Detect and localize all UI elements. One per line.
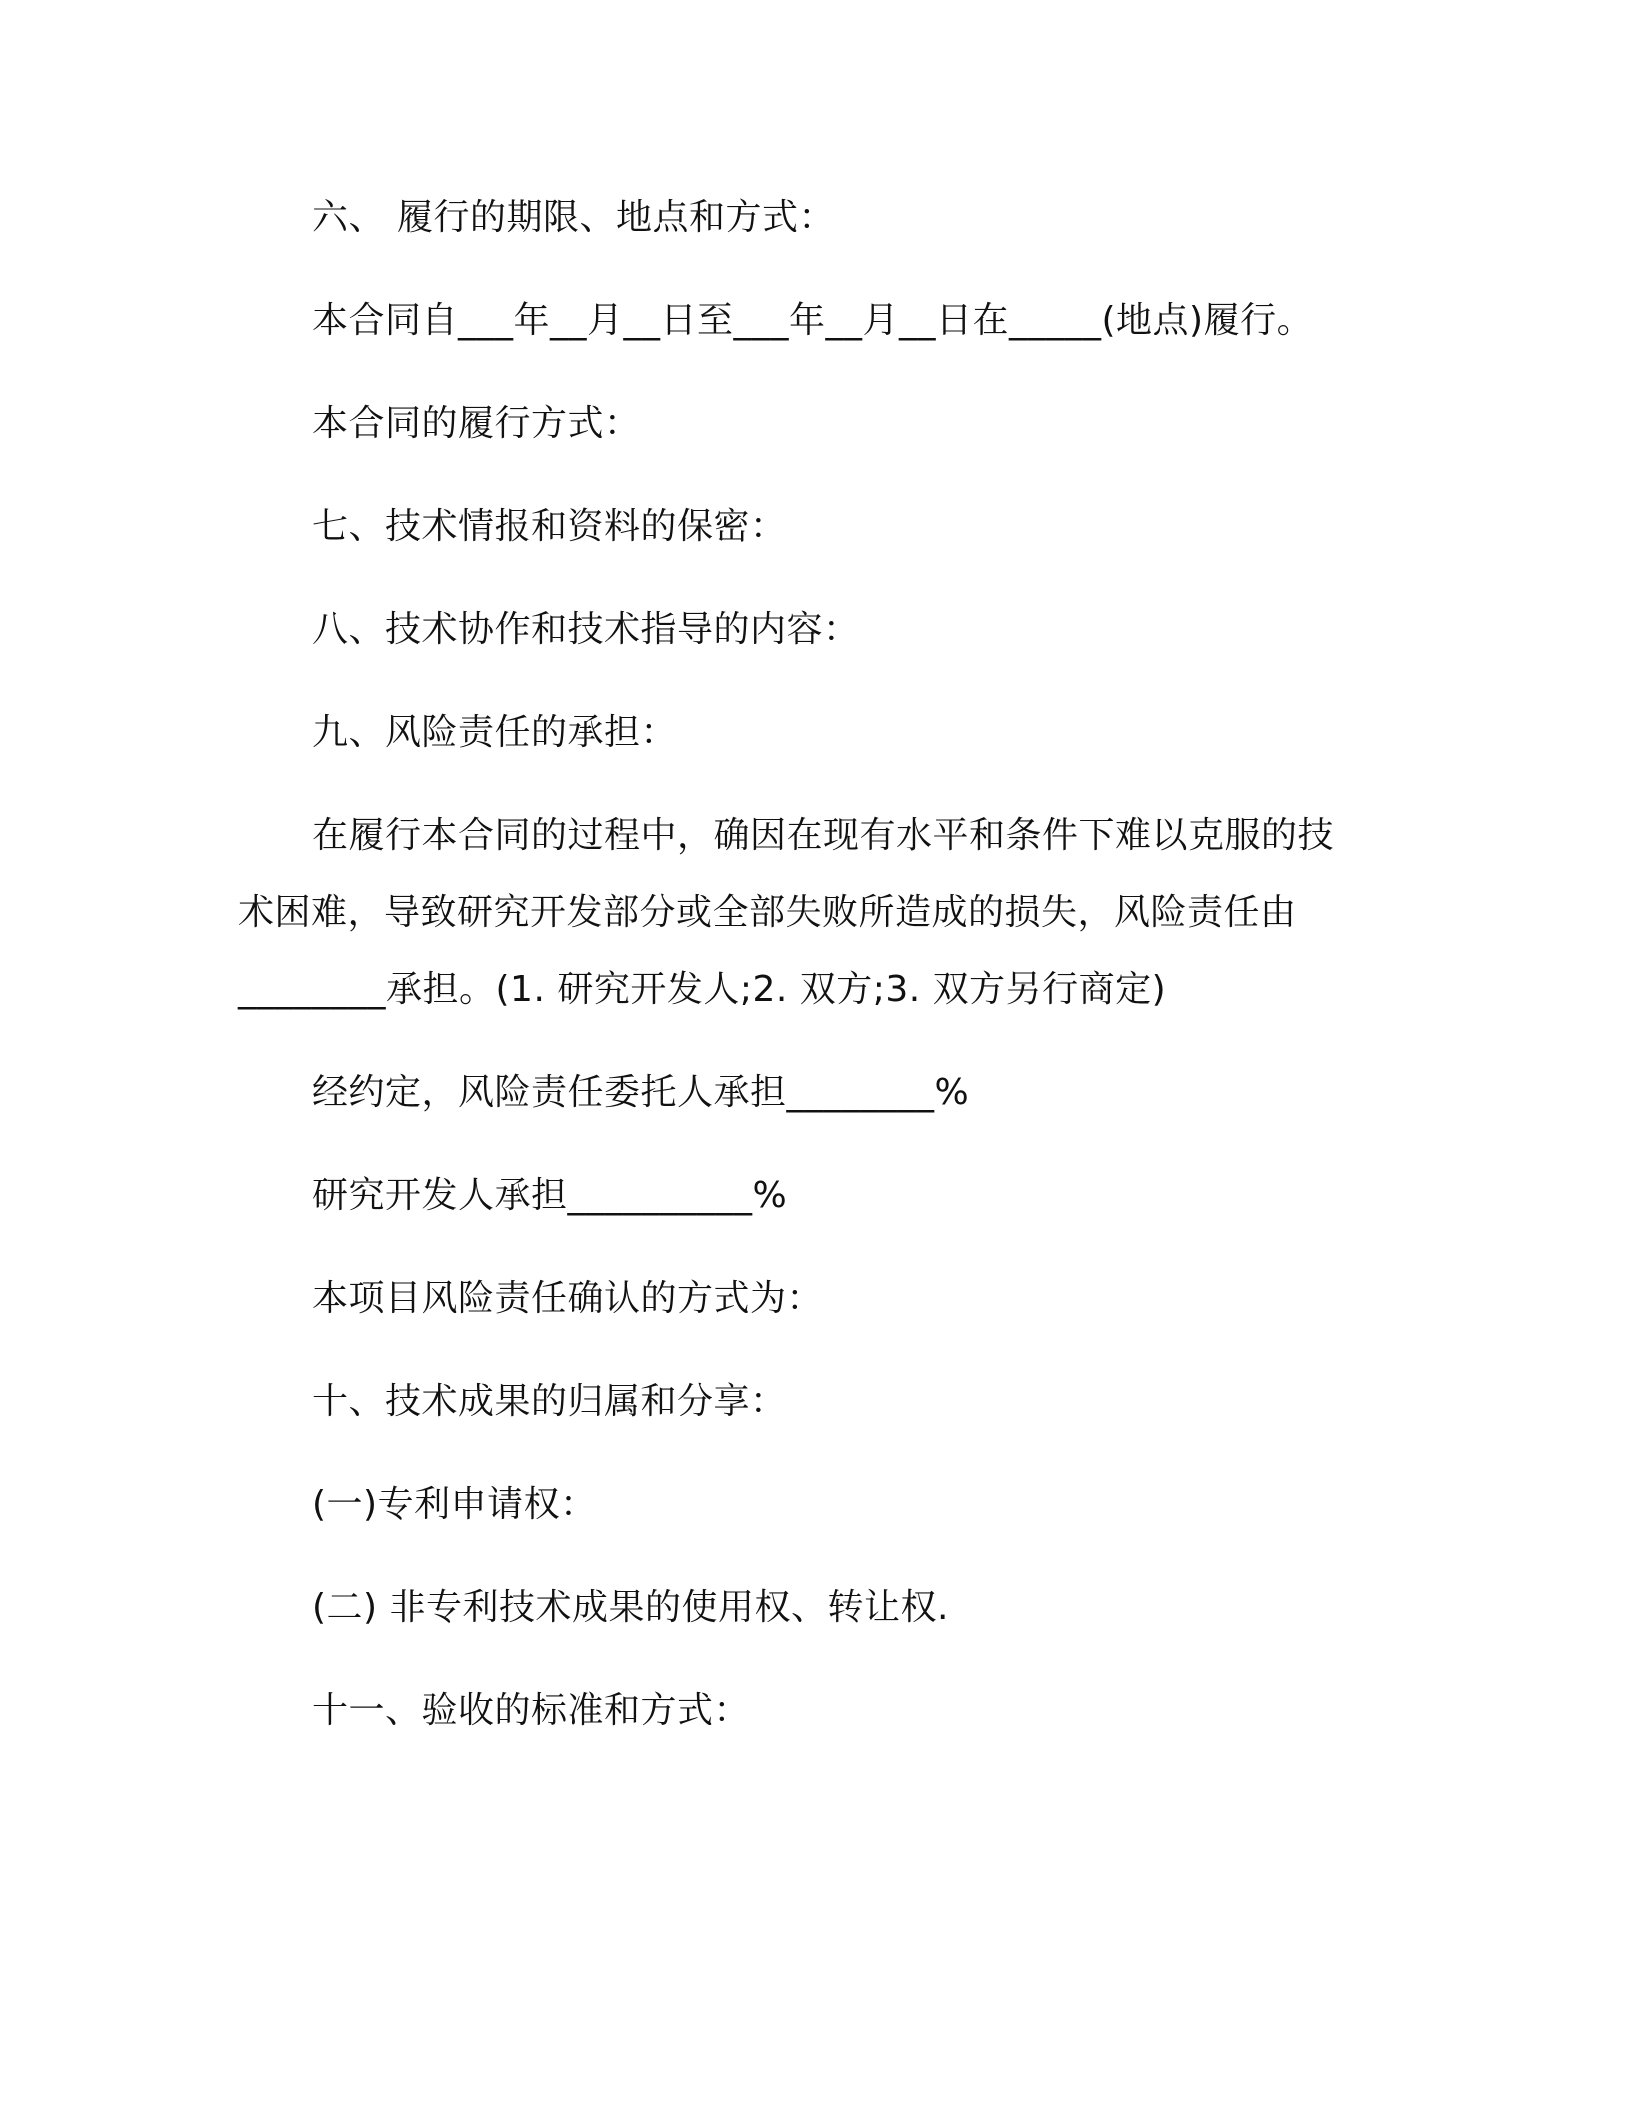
section-6-heading: 六、 履行的期限、地点和方式： [312,197,835,238]
section-11-heading: 十一、验收的标准和方式： [312,1690,751,1731]
contract-period-line: 本合同自___年__月__日至___年__月__日在_____(地点)履行。 [312,300,1314,341]
non-patent-right-line: (二) 非专利技术成果的使用权、转让权. [312,1587,949,1628]
section-10-heading: 十、技术成果的归属和分享： [312,1381,787,1422]
risk-paragraph-line-2: 术困难，导致研究开发部分或全部失败所造成的损失，风险责任由 [238,892,1297,933]
risk-paragraph-line-1: 在履行本合同的过程中，确因在现有水平和条件下难以克服的技 [312,815,1335,856]
section-9-heading: 九、风险责任的承担： [312,712,678,753]
section-8-heading: 八、技术协作和技术指导的内容： [312,609,860,650]
risk-paragraph-line-3: ________承担。(1. 研究开发人;2. 双方;3. 双方另行商定) [238,969,1167,1010]
patent-right-line: (一)专利申请权： [312,1484,597,1525]
section-7-heading: 七、技术情报和资料的保密： [312,506,787,547]
risk-confirmation-line: 本项目风险责任确认的方式为： [312,1278,824,1319]
client-risk-share-line: 经约定，风险责任委托人承担________% [312,1072,970,1113]
performance-method-line: 本合同的履行方式： [312,403,641,444]
developer-risk-share-line: 研究开发人承担__________% [312,1175,788,1216]
